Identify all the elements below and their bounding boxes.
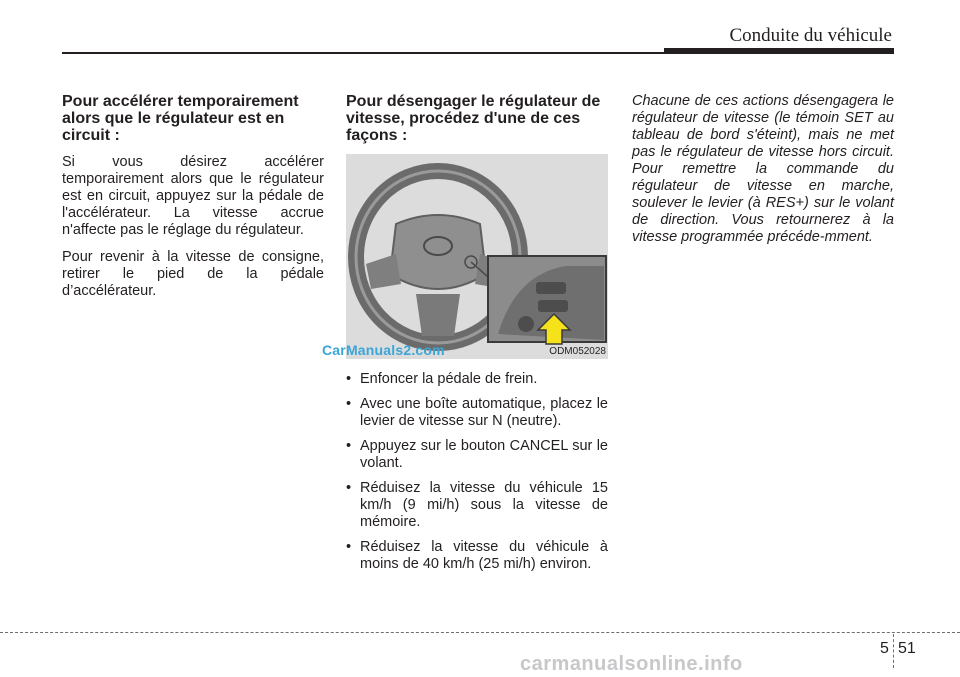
column-left <box>62 93 324 310</box>
list-item <box>346 371 608 388</box>
paragraph-resume-info: Chacune de ces actions désengagera le régulateur de vitesse (le témoin SET au tableau de bord s'éteint), mais ne met pas le régulateur de vitesse hors circuit. Pour remettre la commande du régulateur de vitesse en marche, soulever le levier (à RES+) sur le volant de direction. Vous retournerez à la vitesse programmée précéde-mment. <box>632 93 894 245</box>
paragraph-accelerate: Si vous désirez accélérer temporairement alors que le régulateur est en circuit, appuyez sur la pédale de l'accélérateur. La vitesse accrue n'affecte pas le réglage du régulateur. <box>62 154 324 238</box>
bullet-icon: • <box>346 371 352 387</box>
list-item-text: Appuyez sur le bouton CANCEL sur le volant. <box>360 438 608 471</box>
figure-caption: ODM052028 <box>549 346 606 357</box>
chapter-number: 5 <box>880 640 889 657</box>
list-item-text: Enfoncer la pédale de frein. <box>360 371 538 387</box>
watermark-logo-top: CarManuals2.com <box>322 342 445 358</box>
watermark-logo-bottom: carmanualsonline.info <box>520 653 743 675</box>
list-item <box>346 438 608 472</box>
disengage-list <box>346 371 608 573</box>
list-item <box>346 480 608 531</box>
chapter-title: Conduite du véhicule <box>729 25 892 46</box>
paragraph-return-speed: Pour revenir à la vitesse de consigne, retirer le pied de la pédale d’accélérateur. <box>62 249 324 299</box>
header-rule-accent <box>664 48 894 54</box>
list-item-text: Réduisez la vitesse du véhicule à moins de 40 km/h (25 mi/h) environ. <box>360 539 608 572</box>
list-item-text: Avec une boîte automatique, placez le levier de vitesse sur N (neutre). <box>360 396 608 429</box>
bullet-icon: • <box>346 396 352 412</box>
section-heading-accelerate: Pour accélérer temporairement alors que le régulateur est en circuit : <box>62 93 299 144</box>
bullet-icon: • <box>346 480 352 496</box>
page-number: 51 <box>898 640 916 657</box>
section-heading-disengage: Pour désengager le régulateur de vitesse, procédez d'une de ces façons : <box>346 93 601 144</box>
page-number-separator <box>893 634 894 668</box>
bullet-icon: • <box>346 539 352 555</box>
column-middle <box>346 93 608 581</box>
column-right <box>632 93 894 246</box>
steering-wheel-illustration <box>346 154 608 359</box>
list-item-text: Réduisez la vitesse du véhicule 15 km/h (9 mi/h) sous la vitesse de mémoire. <box>360 480 608 530</box>
footer-rule <box>0 632 960 633</box>
bullet-icon: • <box>346 438 352 454</box>
list-item <box>346 396 608 430</box>
list-item <box>346 539 608 573</box>
steering-wheel-figure <box>346 154 608 359</box>
